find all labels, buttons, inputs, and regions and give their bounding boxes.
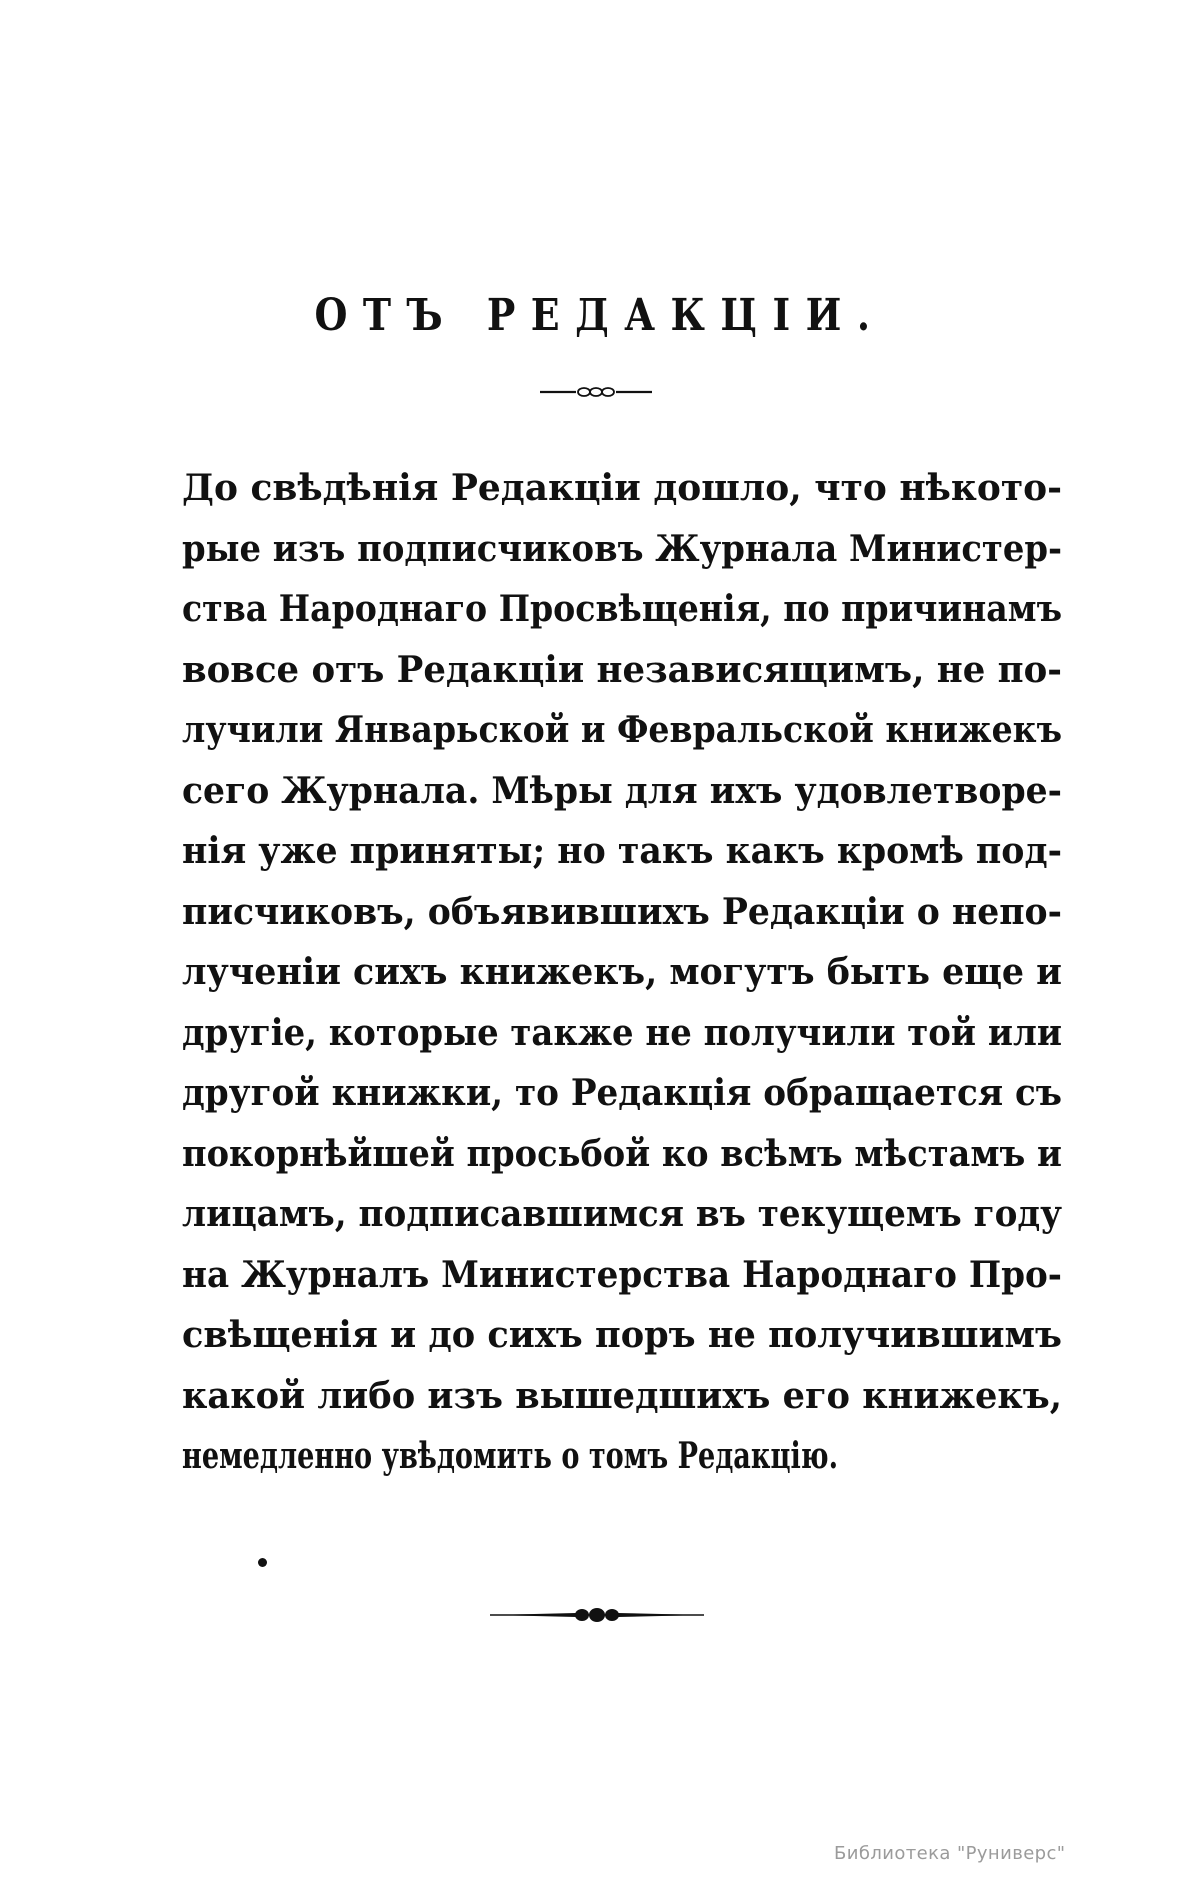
text-line [182,700,1062,761]
text-line [182,1366,1062,1427]
text-line [182,1003,1062,1064]
library-watermark: Библиотека "Руниверс" [834,1843,1066,1864]
text-line [182,1063,1062,1124]
editorial-notice-body [182,458,1062,1487]
text-line-content: другіе, которые также не получили той или [182,1011,1062,1054]
text-line-content: свѣщенія и до сихъ поръ не получившимъ [182,1314,1062,1356]
text-line [182,458,1062,519]
text-line-content: лучили Январьской и Февральской книжекъ [182,709,1063,751]
text-line [182,519,1062,580]
text-line-content: До свѣдѣнія Редакціи дошло, что нѣкото- [182,467,1063,509]
text-line-content: лученіи сихъ книжекъ, могутъ быть еще и [182,951,1062,993]
text-line [182,1124,1062,1185]
text-line-content: какой либо изъ вышедшихъ его книжекъ, [182,1374,1062,1417]
text-line [182,640,1062,701]
text-line-content: писчиковъ, объявившихъ Редакціи о непо- [182,890,1062,933]
page-title: ОТЪ РЕДАКЦІИ. [314,290,886,341]
text-line [182,942,1062,1003]
text-line-content: покорнѣйшей просьбой ко всѣмъ мѣстамъ и [182,1132,1062,1175]
ink-speck [258,1558,267,1567]
text-line [182,1305,1062,1366]
text-line-content: сего Журнала. Мѣры для ихъ удовлетворе- [182,769,1062,812]
text-line-content: на Журналъ Министерства Народнаго Про- [182,1253,1062,1296]
text-line-content: нія уже приняты; но такъ какъ кромѣ под- [182,830,1062,872]
text-line [182,761,1062,822]
text-line [182,1426,1062,1487]
text-line-content: рые изъ подписчиковъ Журнала Министер- [182,527,1063,570]
text-line-content: лицамъ, подписавшимся въ текущемъ году [182,1193,1063,1235]
text-line [182,821,1062,882]
text-line [182,1245,1062,1306]
text-line-content: немедленно увѣдомить о томъ Редакцію. [182,1435,839,1477]
text-line-content: другой книжки, то Редакція обращается съ [182,1072,1063,1114]
text-line-content: вовсе отъ Редакціи независящимъ, не по- [182,648,1063,691]
ornament-divider-top [540,384,652,400]
text-line [182,882,1062,943]
text-line [182,579,1062,640]
ornament-divider-bottom [490,1604,704,1626]
text-line [182,1184,1062,1245]
text-line-content: ства Народнаго Просвѣщенія, по причинамъ [182,588,1063,630]
